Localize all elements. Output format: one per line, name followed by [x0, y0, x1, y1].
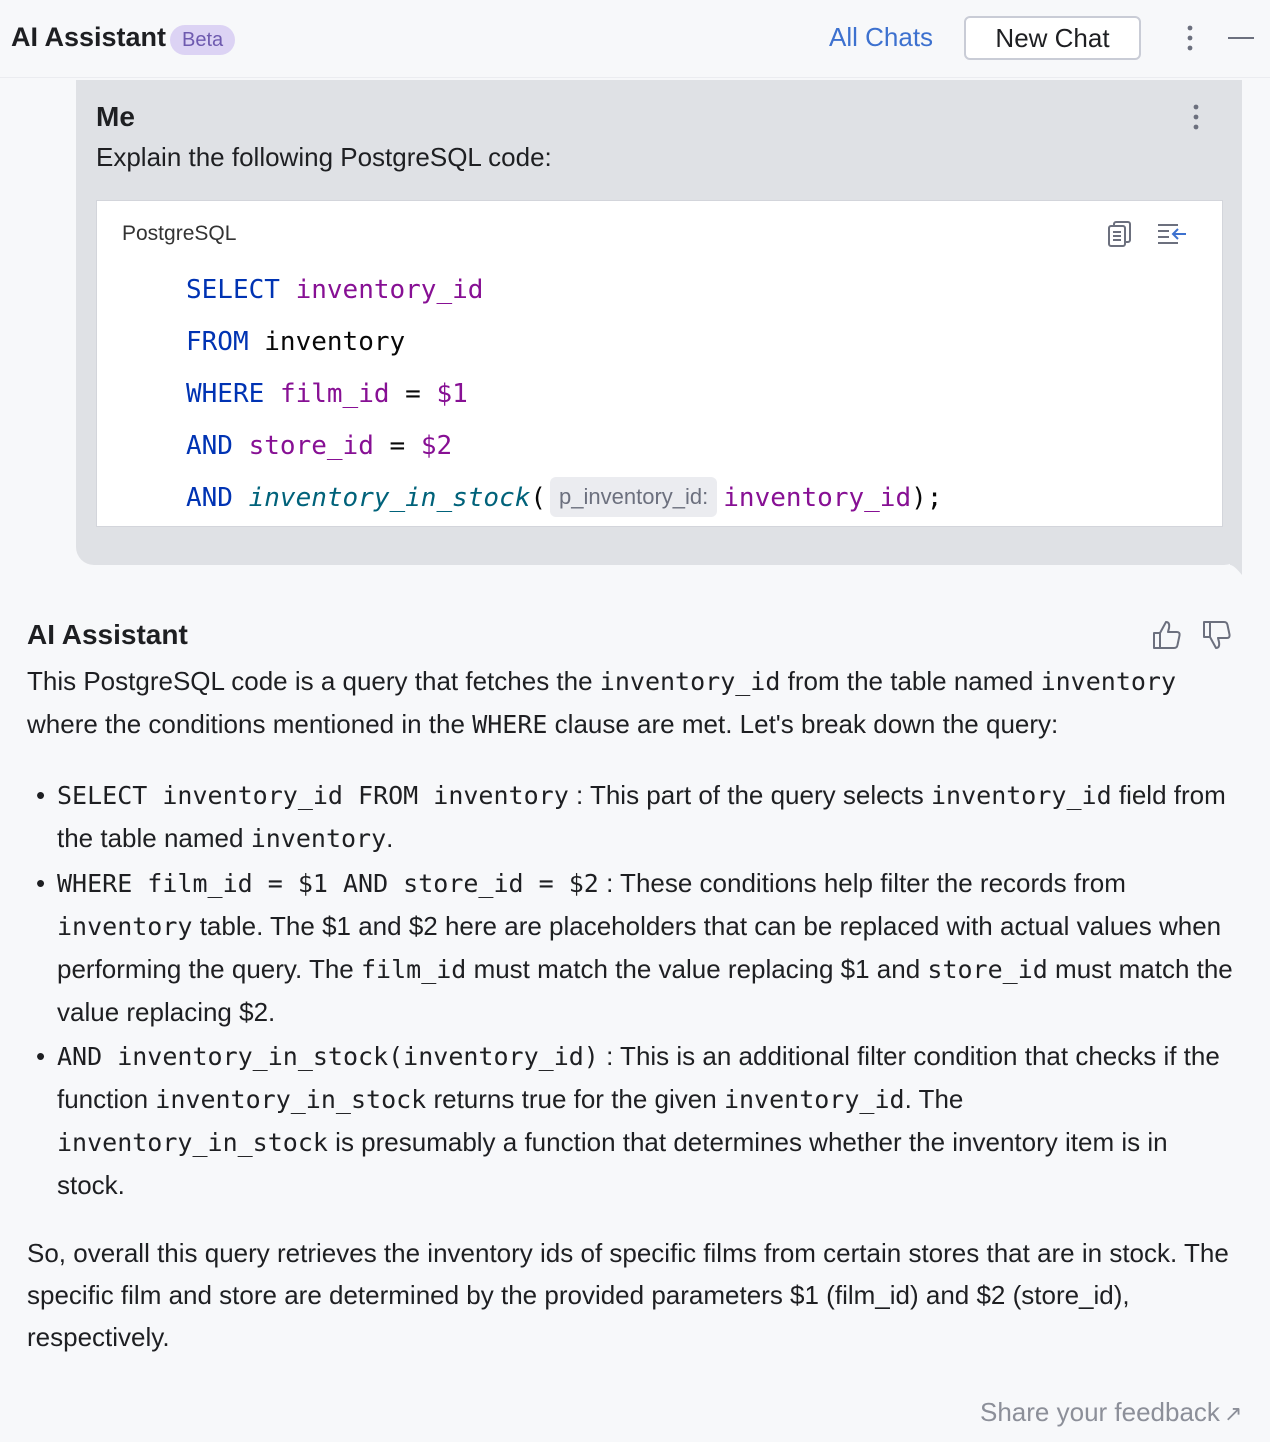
beta-badge: Beta: [170, 25, 235, 55]
external-link-icon: ↗: [1223, 1401, 1243, 1426]
new-chat-button[interactable]: New Chat: [964, 16, 1141, 60]
share-feedback-link[interactable]: Share your feedback ↗: [980, 1397, 1243, 1427]
assistant-message-author: AI Assistant: [27, 619, 188, 650]
code-snippet: [96, 200, 1223, 527]
answer-intro: This PostgreSQL code is a query that fetches the inventory_id from the table named inventory where the conditions mentioned in the WHERE clause are met. Let's break down the query:: [27, 666, 1177, 739]
user-message-author: Me: [96, 101, 135, 132]
list-item: • SELECT inventory_id FROM inventory : This part of the query selects inventory_id field from the table named inventory.: [36, 780, 1226, 853]
assistant-message-body: [27, 660, 1237, 1358]
answer-summary: So, overall this query retrieves the inventory ids of specific films from certain stores that are in stock. The specific film and store are determined by the provided parameters $1 (film_id) and $2 (store_id), respectively.: [27, 1238, 1229, 1352]
list-item: • WHERE film_id = $1 AND store_id = $2 : These conditions help filter the records from inventory table. The $1 and $2 here are placeholders that can be replaced with actual values when performing the query. The film_id must match the value replacing $1 and store_id must match the value replacing $2.: [36, 868, 1233, 1027]
all-chats-link[interactable]: All Chats: [829, 22, 934, 52]
code-line-2: FROM inventory: [186, 327, 406, 357]
parameter-hint: p_inventory_id:: [550, 477, 717, 517]
code-language-label: PostgreSQL: [122, 222, 237, 245]
minimize-icon[interactable]: [1226, 22, 1256, 54]
user-bubble-tail: [1230, 545, 1242, 575]
message-more-icon[interactable]: [1182, 100, 1210, 134]
code-line-1: SELECT inventory_id: [186, 275, 484, 305]
app-title: AI Assistant: [11, 22, 167, 52]
answer-bullet-list: [27, 774, 1237, 1206]
user-prompt-text: Explain the following PostgreSQL code:: [96, 142, 552, 172]
insert-snippet-icon[interactable]: [1155, 219, 1189, 249]
user-message: [76, 80, 1242, 565]
thumb-up-icon[interactable]: [1150, 618, 1184, 652]
code-line-5: AND inventory_in_stock( p_inventory_id: inventory_id);: [186, 477, 942, 517]
list-item: • AND inventory_in_stock(inventory_id) : This is an additional filter condition that checks if the function inventory_in_stock returns true for the given inventory_id. The inventory_in_stock is presumably a function that determines whether the inventory item is in stock.: [36, 1041, 1220, 1200]
thumb-down-icon[interactable]: [1200, 618, 1234, 652]
copy-icon[interactable]: [1105, 219, 1135, 249]
code-line-3: WHERE film_id = $1: [186, 379, 468, 409]
more-vertical-icon[interactable]: [1176, 22, 1204, 54]
toolwindow-header: [0, 0, 1270, 78]
code-line-4: AND store_id = $2: [186, 431, 453, 461]
